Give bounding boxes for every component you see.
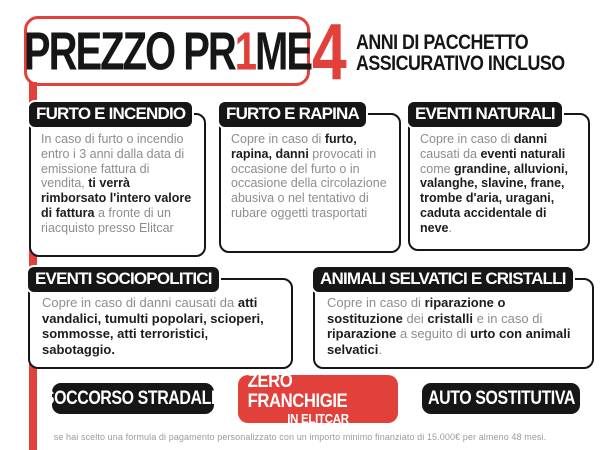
header-subtitle-line2: ASSICURATIVO INCLUSO <box>356 52 565 76</box>
text-run: Copre in caso di danni causati da <box>42 295 238 310</box>
header-subtitle-line1: ANNI DI PACCHETTO <box>356 31 529 54</box>
text-run-bold: cristalli <box>427 310 473 326</box>
text-run: dei <box>402 310 428 326</box>
big-number-4: 4 <box>312 7 347 96</box>
title-red-digit: 1 <box>234 20 255 82</box>
card-body-furto-e-rapina <box>221 115 399 227</box>
prezzo-prime-title-box <box>24 16 310 86</box>
text-run: a fronte di un riacquisto presso Elitcar <box>41 205 174 235</box>
badge-zero-franchigie <box>238 371 398 427</box>
badge-zero-franchigie-line2: IN ELITCAR <box>287 411 349 427</box>
text-run: In caso di furto o incendio entro i 3 anni dalla data di emissione fattura di vendita, <box>41 132 185 191</box>
text-run: a seguito di <box>396 326 471 342</box>
text-run: . <box>448 220 452 235</box>
card-badge-eventi-sociopolitici: EVENTI SOCIOPOLITICI <box>26 265 221 294</box>
card-eventi-naturali <box>408 104 590 251</box>
card-body-eventi-naturali <box>410 115 588 241</box>
text-run: e in caso di <box>472 310 543 326</box>
text-run-bold: urto con animali selvatici <box>327 326 571 357</box>
card-eventi-sociopolitici <box>28 269 293 369</box>
text-run-bold: grandine, alluvioni, valanghe, slavine, frane, trombe d'aria, uragani, caduta accidentale di neve <box>420 161 568 235</box>
badge-zero-franchigie-line1: ZERO FRANCHIGIE <box>247 371 348 413</box>
badge-auto-sostitutiva-label: AUTO SOSTITUTIVA <box>427 387 575 409</box>
text-run-bold: danni <box>513 132 548 146</box>
text-run: provocati in occasione del furto o in occasione della circolazione abusiva o nel tentativo di rubare oggetti trasportati <box>231 146 387 220</box>
title-text-black-left: PREZZO PR <box>23 20 235 82</box>
badge-soccorso-stradale <box>44 383 222 414</box>
page-title <box>23 20 311 82</box>
text-run: Copre in caso di <box>231 132 325 146</box>
card-animali-selvatici-e-cristalli <box>313 269 594 369</box>
text-run-bold: eventi naturali <box>480 146 566 161</box>
badge-soccorso-stradale-label: SOCCORSO STRADALE <box>44 387 222 409</box>
text-run: . <box>378 341 382 357</box>
text-run-bold: riparazione o sostituzione <box>327 295 506 326</box>
card-furto-e-incendio <box>29 104 206 257</box>
text-run-bold: riparazione <box>327 326 397 342</box>
title-text-black-right: ME <box>254 20 311 82</box>
card-badge-animali-selvatici-e-cristalli: ANIMALI SELVATICI E CRISTALLI <box>311 265 575 294</box>
card-furto-e-rapina <box>219 104 401 253</box>
card-badge-eventi-naturali: EVENTI NATURALI <box>406 100 564 129</box>
text-run-bold: atti vandalici, tumulti popolari, scioperi, sommosse, atti terroristici, sabotaggio. <box>42 295 264 357</box>
text-run: come <box>420 161 455 176</box>
footer-disclaimer: se hai scelto una formula di pagamento personalizzato con un importo minimo finanziato di 15.000€ per almeno 48 mesi. <box>53 432 547 442</box>
card-badge-furto-e-incendio: FURTO E INCENDIO <box>27 100 194 129</box>
text-run: Copre in caso di <box>420 132 514 146</box>
text-run-bold: furto, rapina, danni <box>231 132 357 161</box>
header-subtitle <box>356 32 565 75</box>
text-run: causati da <box>420 146 481 161</box>
text-run-bold: ti verrà rimborsato l'intero valore di fattura <box>41 176 192 220</box>
badge-auto-sostitutiva <box>422 383 580 414</box>
card-body-furto-e-incendio <box>31 115 204 241</box>
text-run: Copre in caso di <box>327 295 425 310</box>
card-badge-furto-e-rapina: FURTO E RAPINA <box>217 100 368 129</box>
